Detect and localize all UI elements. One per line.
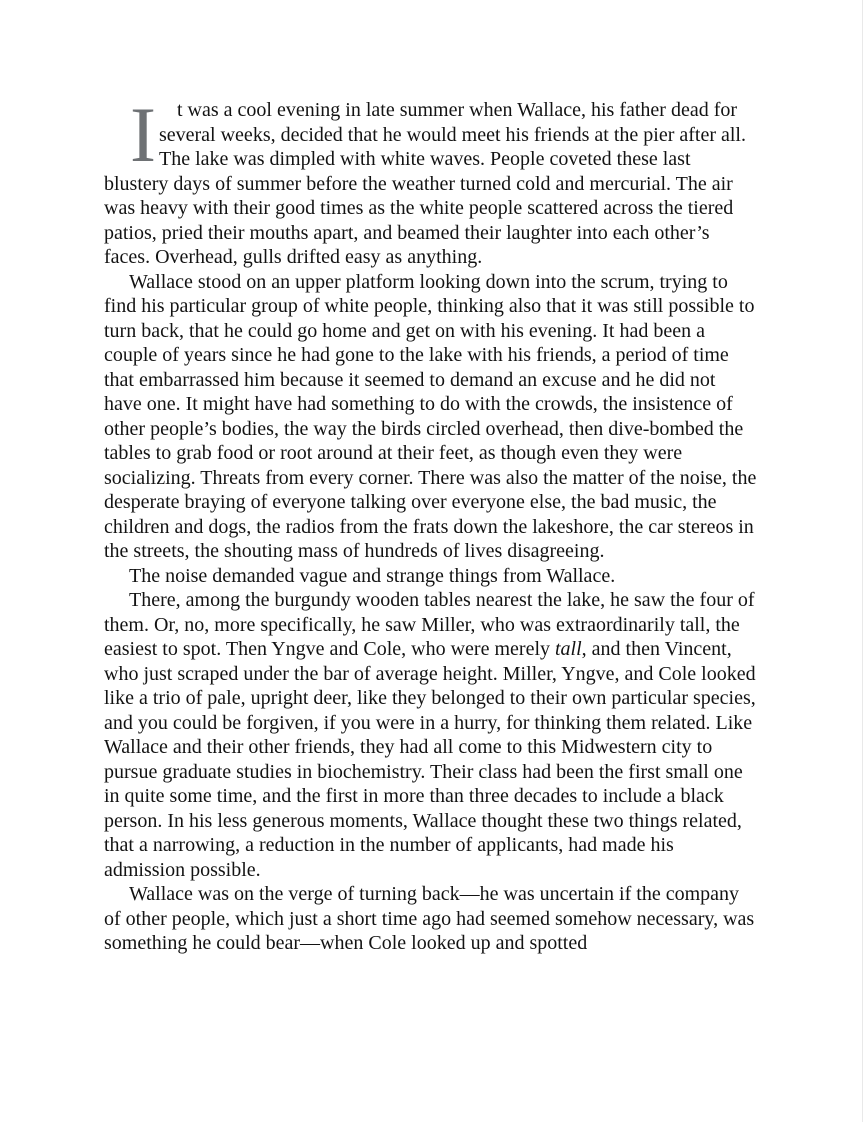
paragraph-text: t was a cool evening in late summer when Wallace, his father dead for several weeks, decided that he would meet his friends at the pier after all. The lake was dimpled with white waves. People coveted these last blustery days of summer before the weather turned cold and mercurial. The air was heavy with their good times as the white people scattered across the tiered patios, pried their mouths apart, and beamed their laughter into each other’s faces. Overhead, gulls drifted easy as anything.	[104, 99, 746, 268]
drop-cap: I	[130, 91, 156, 178]
paragraph: Wallace was on the verge of turning back—he was uncertain if the company of other people, which just a short time ago had seemed somehow necessary, was something he could bear—when Cole looked up and spotted	[104, 883, 755, 954]
paragraph: The noise demanded vague and strange things from Wallace.	[129, 564, 616, 587]
paragraph: Wallace stood on an upper platform looking down into the scrum, trying to find his particular group of white people, thinking also that it was still possible to turn back, that he could go home and get on with his evening. It had been a couple of years since he had gone to the lake with his friends, a period of time that embarrassed him because it seemed to demand an excuse and he did not have one. It might have had something to do with the crowds, the insistence of other people’s bodies, the way the birds circled overhead, then dive-bombed the tables to grab food or root around at their feet, as though even they were socializing. Threats from every corner. There was also the matter of the noise, the desperate braying of everyone talking over everyone else, the bad music, the children and dogs, the radios from the frats down the lakeshore, the car stereos in the streets, the shouting mass of hundreds of lives disagreeing.	[104, 270, 757, 562]
first-line-gap	[159, 115, 177, 116]
page-edge-line	[862, 0, 863, 1122]
text-column	[104, 91, 758, 956]
paragraph-text: There, among the burgundy wooden tables nearest the lake, he saw the four of them. Or, no, more specifically, he saw Miller, who was extraordinarily tall, the easiest to spot. Then Yngve and Cole, who were merely	[104, 589, 755, 660]
paragraph-opening	[104, 91, 758, 270]
italic-word: tall	[555, 638, 582, 660]
paragraph	[104, 588, 758, 882]
paragraph-text: , and then Vincent, who just scraped under the bar of average height. Miller, Yngve, and Cole looked like a trio of pale, upright deer, like they belonged to their own particular species, and you could be forgiven, if you were in a hurry, for thinking them related. Like Wallace and their other friends, they had all come to this Midwestern city to pursue graduate studies in biochemistry. Their class had been the first small one in quite some time, and the first in more than three decades to include a black person. In his less generous moments, Wallace thought these two things related, that a narrowing, a reduction in the number of applicants, had made his admission possible.	[104, 638, 756, 881]
